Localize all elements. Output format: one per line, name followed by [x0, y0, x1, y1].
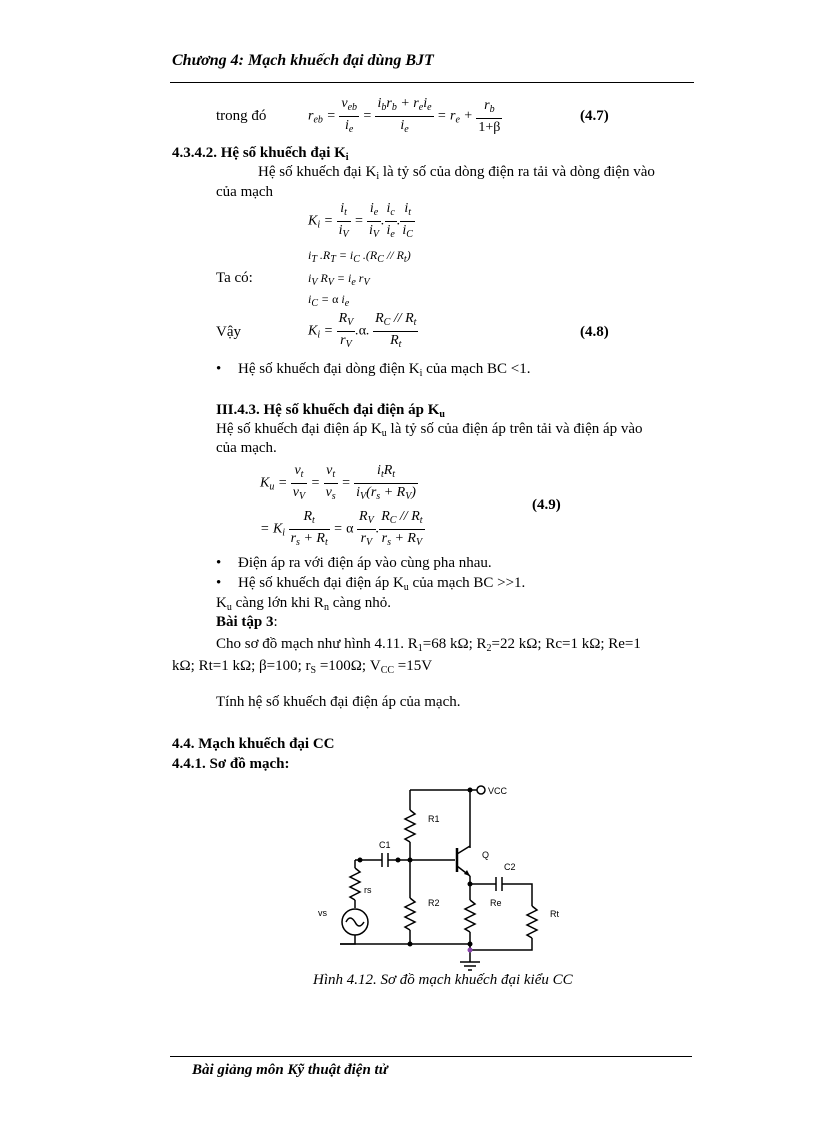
re-resistor — [465, 900, 475, 932]
eq49-number: (4.9) — [532, 497, 561, 513]
eq48-number: (4.8) — [580, 324, 609, 340]
equation-4-7: $r_{eb}$ = $\frac{v_{eb}}{i_e}$ = $\frac{i_br_b + r_ei_e}{i_e}$ = $r_e$ + $\frac{r_b}{1+\beta}$ — [308, 95, 502, 138]
section-ki-heading — [172, 145, 349, 163]
exercise-title-colon: : — [273, 614, 278, 630]
ku-bullet2 — [238, 575, 525, 593]
exercise-line1-sub: 1 — [417, 643, 423, 654]
exercise-line1-b: =68 kΩ; R — [422, 636, 487, 652]
section-ku-heading-sub: u — [439, 409, 445, 420]
cc-amplifier-circuit — [300, 778, 560, 973]
vcc-terminal — [477, 786, 485, 794]
ki-bullet-sub: i — [419, 368, 423, 379]
exercise-line1-sub2: 2 — [486, 643, 492, 654]
ku-note-a: K — [216, 595, 227, 611]
section-cc-subheading: 4.4.1. Sơ đồ mạch: — [172, 756, 290, 772]
ku-bullet2-a: Hệ số khuếch đại điện áp K — [238, 575, 404, 591]
ku-note — [216, 595, 391, 613]
label-c1: C1 — [379, 840, 391, 850]
ku-note-c: càng nhỏ. — [328, 595, 392, 611]
section-ki-heading-text: 4.3.4.2. Hệ số khuếch đại K — [172, 145, 346, 161]
section-cc-heading: 4.4. Mạch khuếch đại CC — [172, 736, 335, 752]
node-gnd — [468, 942, 473, 947]
ki-paragraph-line1 — [258, 164, 655, 182]
ki-para-sub: i — [376, 171, 380, 182]
c2-right-wire — [502, 884, 532, 906]
ku-para1-b: là tỷ số của điện áp trên tải và điện áp vào — [386, 421, 643, 437]
exercise-line1 — [216, 636, 641, 654]
ku-para1-a: Hệ số khuếch đại điện áp K — [216, 421, 382, 437]
equation-ki-def: $K_i$ = $\frac{i_t}{i_V}$ = $\frac{i_e}{i_V}$ . $\frac{i_c}{i_e}$ . $\frac{i_t}{i_C}$ — [308, 200, 415, 243]
exercise-line2-c: =15V — [394, 658, 433, 674]
label-q: Q — [482, 850, 490, 860]
ki-para-b: là tỷ số của dòng điện ra tải và dòng điện vào — [379, 164, 655, 180]
exercise-line2-a: kΩ; Rt=1 kΩ; β=100; r — [172, 658, 311, 674]
rt-bottom-wire — [470, 938, 532, 950]
equation-iv-rv: $i_V$ $R_V = i_e$ $r_V$ — [308, 271, 370, 288]
equation-4-8: $K_i$ = $\frac{R_V}{r_V}$ .α. $\frac{R_C // R_t}{R_t}$ — [308, 310, 418, 353]
source-bottom-wire — [340, 935, 355, 944]
equation-ic-alpha: $i_C = \alpha$ $i_e$ — [308, 292, 350, 309]
label-c2: C2 — [504, 862, 516, 872]
ki-bullet-b: của mạch BC <1. — [422, 361, 531, 377]
label-vcc: VCC — [488, 786, 508, 796]
label-r1: R1 — [428, 814, 440, 824]
node-c1 — [396, 858, 401, 863]
ki-paragraph-line2: của mạch — [216, 184, 274, 200]
footer-rule — [170, 1056, 692, 1057]
footer-text: Bài giảng môn Kỹ thuật điện tử — [192, 1062, 388, 1078]
ku-paragraph-line2: của mạch. — [216, 440, 277, 456]
ki-para-a: Hệ số khuếch đại K — [258, 164, 377, 180]
ku-note-sub2: n — [323, 602, 329, 613]
transistor-collector — [457, 846, 470, 854]
header-rule — [170, 82, 694, 83]
r2-resistor — [405, 898, 415, 930]
ku-note-b: càng lớn khi R — [231, 595, 324, 611]
equation-ku-line2: = $K_i$ $\frac{R_t}{r_s + R_t}$ = α $\frac{R_V}{r_V}$ . $\frac{R_C // R_t}{r_s + R_V}$ — [260, 508, 425, 551]
figure-caption: Hình 4.12. Sơ đồ mạch khuếch đại kiểu CC — [313, 972, 573, 988]
exercise-line2-sub: S — [310, 665, 317, 676]
ku-bullet2-b: của mạch BC >>1. — [408, 575, 526, 591]
rs-resistor — [350, 868, 360, 900]
ku-note-sub1: u — [226, 602, 232, 613]
exercise-title — [216, 614, 278, 631]
equation-ku-line1: $K_u$ = $\frac{v_t}{v_V}$ = $\frac{v_t}{v_s}$ = $\frac{i_tR_t}{i_V(r_s + R_V)}$ — [260, 462, 418, 505]
node-r2-gnd — [408, 942, 413, 947]
node-input — [358, 858, 363, 863]
exercise-line1-c: =22 kΩ; Rc=1 kΩ; Re=1 — [491, 636, 641, 652]
section-ki-heading-sub: i — [345, 152, 349, 163]
ki-bullet-a: Hệ số khuếch đại dòng điện K — [238, 361, 420, 377]
node-base — [408, 858, 413, 863]
exercise-line2 — [172, 658, 432, 676]
emitter-arrow — [464, 870, 470, 876]
ku-bullet1: • Điện áp ra với điện áp vào cùng pha nhau. — [238, 555, 492, 572]
vay-label: Vậy — [216, 324, 241, 340]
ki-bullet — [238, 361, 530, 379]
node-emitter — [468, 882, 473, 887]
exercise-line2-sub2: CC — [380, 665, 395, 676]
equation-it-rt: $i_T$ $.R_T = i_C$ $.(R_C // R_t)$ — [308, 248, 411, 265]
eq47-number: (4.7) — [580, 108, 609, 124]
exercise-line3: Tính hệ số khuếch đại điện áp của mạch. — [216, 694, 461, 710]
exercise-title-text: Bài tập 3 — [216, 614, 274, 630]
eq47-lead: trong đó — [216, 108, 267, 124]
label-vs: vs — [318, 908, 327, 918]
label-r2: R2 — [428, 898, 440, 908]
chapter-header: Chương 4: Mạch khuếch đại dùng BJT — [172, 52, 434, 69]
node-vcc — [468, 788, 473, 793]
ground-node-marker — [468, 948, 473, 953]
ku-para1-sub: u — [381, 428, 387, 439]
label-rt: Rt — [550, 909, 559, 919]
rt-resistor — [527, 906, 537, 938]
label-rs: rs — [364, 885, 372, 895]
source-sine — [346, 918, 364, 926]
label-re: Re — [490, 898, 502, 908]
r1-resistor — [405, 810, 415, 842]
exercise-line2-b: =100Ω; V — [316, 658, 381, 674]
ku-paragraph-line1 — [216, 421, 643, 439]
section-ku-heading — [216, 402, 445, 420]
ta-co-label: Ta có: — [216, 270, 253, 286]
exercise-line1-a: Cho sơ đồ mạch như hình 4.11. R — [216, 636, 418, 652]
ku-bullet2-sub: u — [403, 582, 409, 593]
section-ku-heading-text: III.4.3. Hệ số khuếch đại điện áp K — [216, 402, 440, 418]
